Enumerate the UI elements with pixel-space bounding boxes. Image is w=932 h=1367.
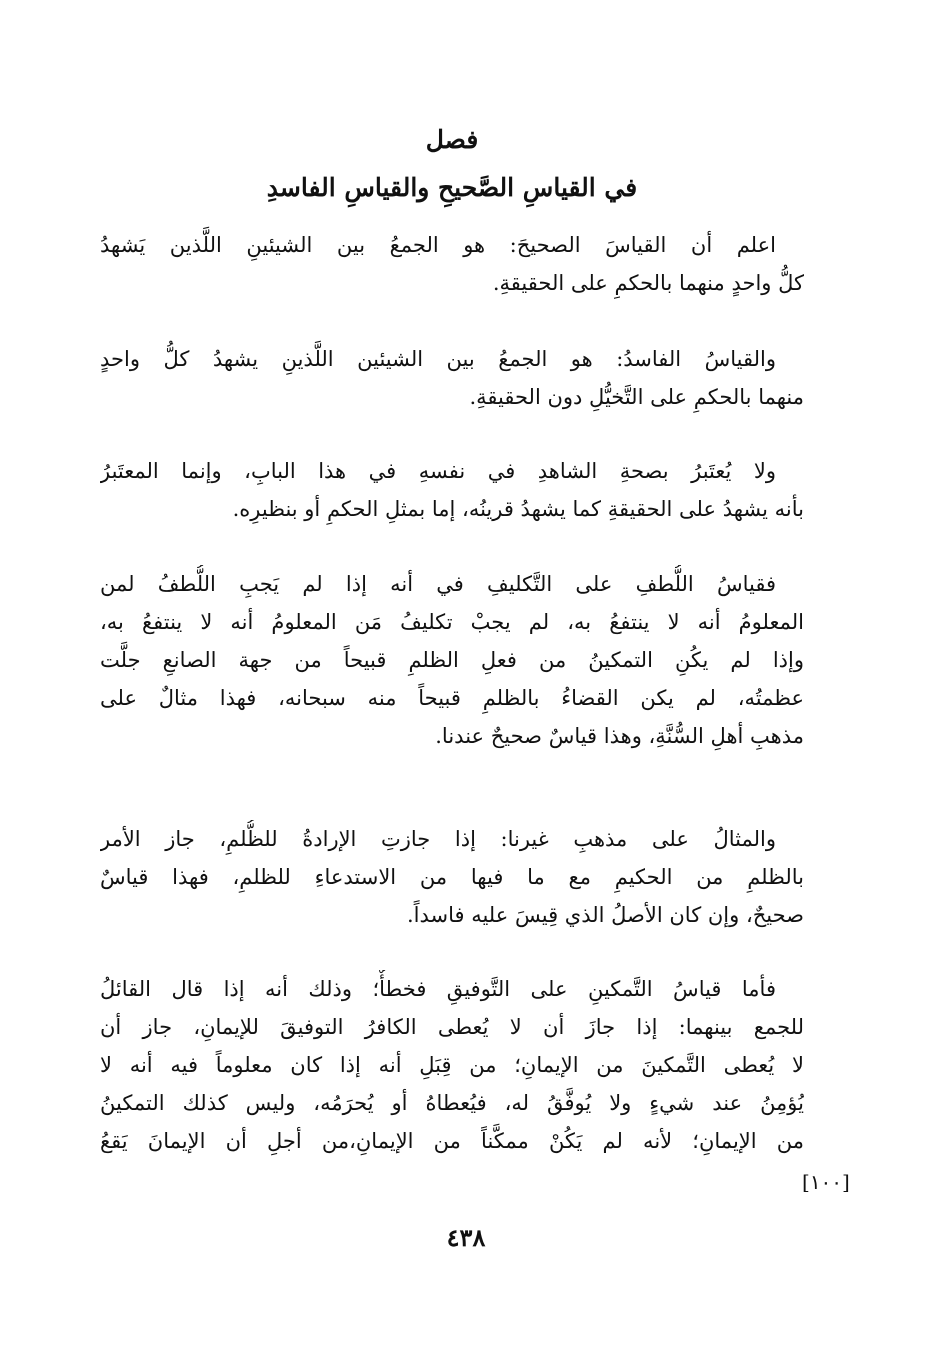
text-line: عظمتُه، لم يكن القضاءُ بالظلمِ قبيحاً منه سبحانه، فهذا مثالٌ على bbox=[100, 686, 804, 710]
page-number: ٤٣٨ bbox=[446, 1223, 486, 1252]
text-line: المعلومُ أنه لا ينتفعُ به، لم يجبْ تكليفُ مَن المعلومُ أنه لا ينتفعُ به، bbox=[100, 610, 804, 634]
text-line: يُؤمِنُ عند شيءٍ ولا يُوفَّقُ له، فيُعطاهُ أو يُحرَمُه، وليس كذلك التمكينُ bbox=[100, 1091, 804, 1115]
text-line: والمثالُ على مذهبِ غيرنا: إذا جازتِ الإرادةُ للظُّلمِ، جاز الأمر bbox=[100, 827, 776, 851]
text-line: فقياسُ اللُّطفِ على التَّكليفِ في أنه إذا لم يَجبِ اللُّطفُ لمن bbox=[100, 572, 776, 596]
paragraph bbox=[100, 340, 804, 416]
paragraph bbox=[100, 970, 804, 1160]
text-line: صحيحٌ، وإن كان الأصلُ الذي قِيسَ عليه فاسداً. bbox=[406, 903, 804, 927]
text-line: وإذا لم يكُنِ التمكينُ من فعلِ الظلمِ قبيحاً من جهة الصانعِ جلَّت bbox=[100, 648, 804, 672]
paragraph bbox=[100, 565, 804, 755]
paragraph bbox=[100, 226, 804, 302]
text-line: مذهبِ أهلِ السُّنَّةِ، وهذا قياسٌ صحيحٌ عندنا. bbox=[435, 724, 804, 748]
text-line: اعلم أن القياسَ الصحيحَ: هو الجمعُ بين الشيئينِ اللَّذين يَشهدُ bbox=[100, 233, 776, 257]
paragraph bbox=[100, 820, 804, 934]
chapter-subtitle: في القياسِ الصَّحيحِ والقياسِ الفاسدِ bbox=[266, 173, 638, 202]
text-line: كلُّ واحدٍ منهما بالحكمِ على الحقيقةِ. bbox=[492, 271, 804, 295]
text-line: منهما بالحكمِ على التَّخيُّلِ دون الحقيقةِ. bbox=[469, 385, 804, 409]
text-line: بأنه يشهدُ على الحقيقةِ كما يشهدُ قرينُه، إما بمثلِ الحكمِ أو بنظيرِه. bbox=[232, 497, 804, 521]
text-line: ولا يُعتَبرُ بصحةِ الشاهدِ في نفسهِ في هذا البابِ، وإنما المعتَبرُ bbox=[100, 459, 776, 483]
paragraph bbox=[100, 452, 804, 528]
text-line: فأما قياسُ التَّمكينِ على التَّوفيقِ فخطأٌ؛ وذلك أنه إذا قال القائلُ bbox=[100, 977, 776, 1001]
text-line: من الإيمانِ؛ لأنه لم يَكُنْ ممكَّناً من الإيمانِ،من أجلِ أن الإيمانَ يَقعُ bbox=[100, 1129, 804, 1153]
text-line: لا يُعطى التَّمكينَ من الإيمانِ؛ من قِبَلِ أنه إذا كان معلوماً فيه أنه لا bbox=[100, 1053, 804, 1077]
text-line: للجمع بينهما: إذا جازَ أن لا يُعطى الكافرُ التوفيقَ للإيمانِ، جاز أن bbox=[100, 1015, 804, 1039]
manuscript-folio-marker: [١٠٠] bbox=[802, 1170, 850, 1194]
text-line: والقياسُ الفاسدُ: هو الجمعُ بين الشيئين اللَّذينِ يشهدُ كلُّ واحدٍ bbox=[100, 347, 776, 371]
chapter-heading: فصل bbox=[425, 125, 479, 154]
text-line: بالظلمِ من الحكيمِ مع ما فيها من الاستدعاءِ للظلمِ، فهذا قياسٌ bbox=[100, 865, 804, 889]
